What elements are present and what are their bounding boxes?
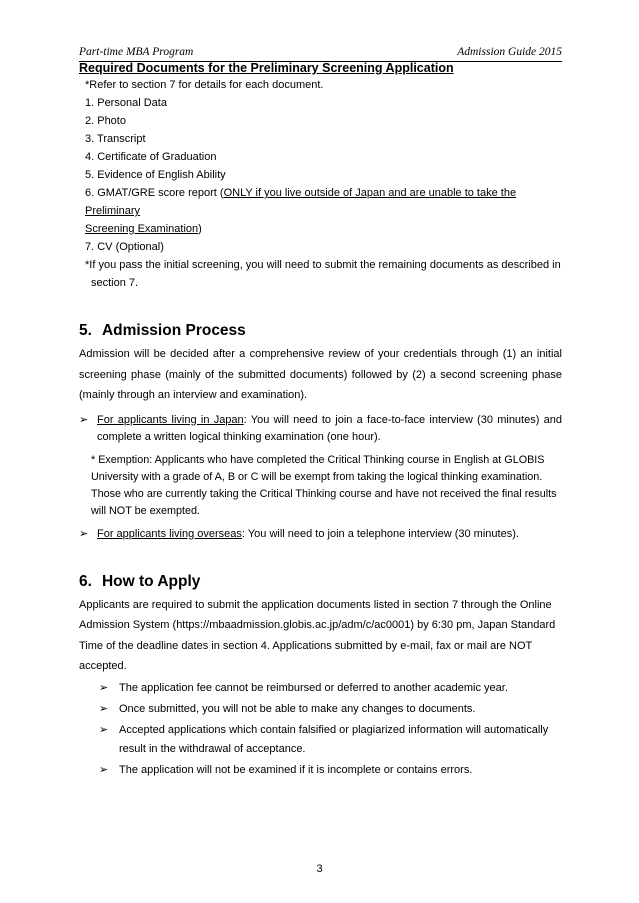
admission-paragraph: Admission will be decided after a comprehensive review of your credentials through (1) an initial screening phase (mainly of the submitted documents) followed by (2) a second screening phase (mainly through an interview and examination). [79,348,562,401]
section-title: Admission Process [101,322,246,339]
apply-line: Time of the deadline dates in section 4. Applications submitted by e-mail, fax or mail are NOT [79,639,533,652]
bullet-japan [79,412,562,446]
prelim-note-bottom-cont: section 7. [91,277,139,289]
exemption-line: will NOT be exempted. [91,504,201,517]
arrow-bullet-icon: ➢ [79,527,89,540]
section-apply-heading [79,572,562,592]
list-item: 3. Transcript [85,133,146,145]
exemption-line: * Exemption: Applicants who have completed the Critical Thinking course in English at GLOBIS [91,453,545,466]
gmat-condition-1: ONLY if you live outside of Japan and are unable to take the Preliminary [85,187,517,217]
apply-bullet-text: The application fee cannot be reimbursed or deferred to another academic year. [119,681,508,694]
list-item-gmat-cont [85,220,562,238]
prelim-title: Required Documents for the Preliminary Screening Application [79,61,454,75]
gmat-condition-2: Screening Examination [85,223,199,235]
bullet-overseas [79,526,562,543]
list-item: 5. Evidence of English Ability [85,169,226,181]
arrow-bullet-icon: ➢ [99,702,109,715]
apply-bullet-text: The application will not be examined if it is incomplete or contains errors. [119,763,473,776]
header-guide: Admission Guide 2015 [457,46,562,58]
apply-bullet [79,721,562,759]
section-number: 6. [79,572,92,590]
list-item: 4. Certificate of Graduation [85,151,217,163]
list-item: 2. Photo [85,115,126,127]
apply-bullet-text: Accepted applications which contain falsified or plagiarized information will automatically result in the withdrawal of acceptance. [119,723,549,755]
prelim-note-top: *Refer to section 7 for details for each document. [85,79,324,91]
exemption-note [91,452,562,520]
prelim-note-bottom: *If you pass the initial screening, you will need to submit the remaining documents as described in [85,259,561,271]
apply-bullet [79,761,562,780]
arrow-bullet-icon: ➢ [79,413,89,426]
arrow-bullet-icon: ➢ [99,723,109,736]
gmat-suffix: ) [198,223,202,235]
apply-bullet [79,700,562,719]
page-content [79,60,562,780]
exemption-line: University with a grade of A, B or C will be exempt from taking the logical thinking examination. [91,470,543,483]
section-admission-heading [79,321,562,341]
apply-paragraph [79,595,562,677]
applicants-overseas-text: : You will need to join a telephone interview (30 minutes). [241,527,519,540]
list-item-cv: 7. CV (Optional) [85,241,164,253]
applicants-japan-text: : You will need to join a face-to-face interview (30 minutes) and complete a written logical thinking examination (one hour). [97,413,562,443]
prelim-doc-list [85,94,562,256]
page-number: 3 [316,863,323,875]
exemption-line: Those who are currently taking the Critical Thinking course and have not received the final results [91,487,557,500]
section-title: How to Apply [101,572,201,590]
apply-line: Applicants are required to submit the application documents listed in section 7 through the Online [79,598,552,611]
header-program: Part-time MBA Program [79,46,194,58]
applicants-japan-label: For applicants living in Japan [97,413,244,426]
applicants-overseas-label: For applicants living overseas [97,527,242,540]
gmat-prefix: 6. GMAT/GRE score report ( [85,187,224,199]
list-item: 1. Personal Data [85,97,167,109]
arrow-bullet-icon: ➢ [99,763,109,776]
apply-line: Admission System (https://mbaadmission.globis.ac.jp/adm/c/ac0001) by 6:30 pm, Japan Standard [79,619,556,631]
apply-line: accepted. [79,660,127,672]
arrow-bullet-icon: ➢ [99,681,109,694]
apply-bullet [79,679,562,698]
apply-bullet-text: Once submitted, you will not be able to make any changes to documents. [119,702,476,715]
section-number: 5. [79,322,92,339]
list-item-gmat [85,184,562,220]
